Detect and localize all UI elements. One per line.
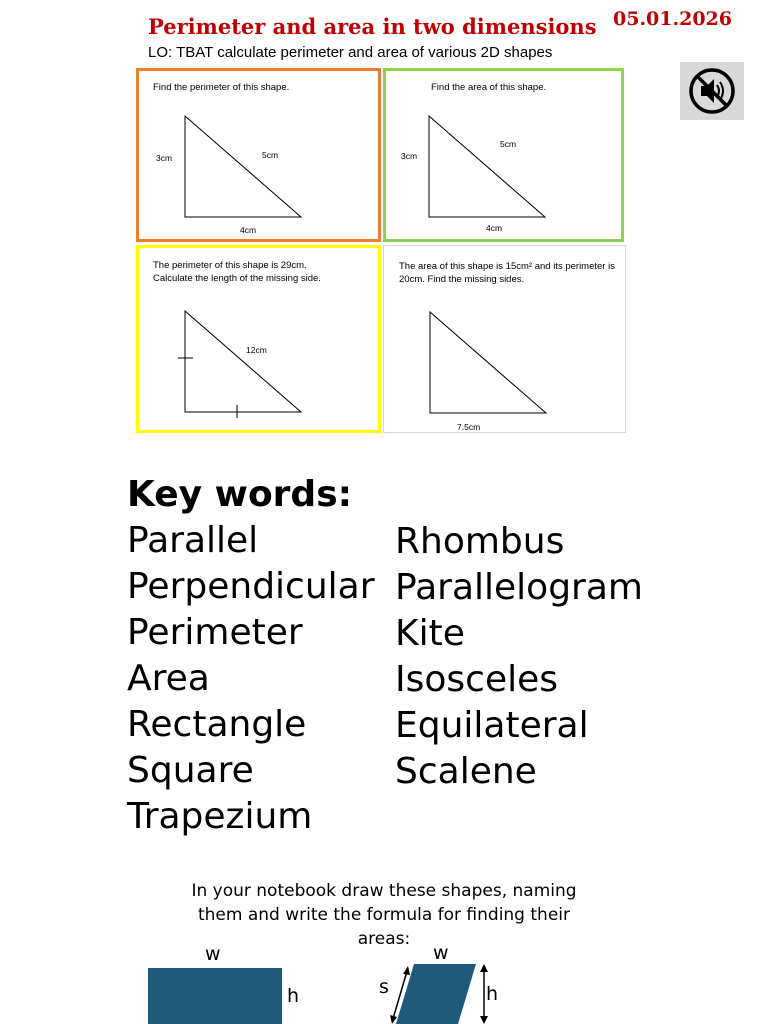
side-label: 12cm: [246, 345, 267, 355]
side-label: 5cm: [262, 150, 279, 160]
triangle-diagram: [384, 246, 624, 430]
triangle-diagram: [386, 71, 622, 241]
date: 05.01.2026: [613, 8, 732, 30]
keyword: Area: [127, 658, 210, 699]
keyword: Rhombus: [395, 521, 565, 562]
keyword: Parallel: [127, 520, 259, 561]
keyword: Scalene: [395, 751, 537, 792]
keyword: Perimeter: [127, 612, 303, 653]
learning-objective: LO: TBAT calculate perimeter and area of various 2D shapes: [148, 44, 553, 61]
triangle-diagram: [139, 71, 379, 241]
keywords-column-1: [127, 518, 375, 840]
side-label: 4cm: [240, 225, 257, 235]
keywords-heading: Key words:: [127, 474, 353, 515]
rectangle-shape: [148, 968, 282, 1024]
parallelogram-diagram: [388, 962, 498, 1024]
side-label: 5cm: [500, 139, 517, 149]
triangle-diagram: [139, 248, 379, 432]
side-label: 3cm: [401, 151, 418, 161]
keyword: Perpendicular: [127, 566, 375, 607]
parallelogram-side-label: s: [379, 976, 389, 998]
question-panel-missing-sides: [383, 245, 626, 433]
keyword: Trapezium: [127, 796, 313, 837]
side-label: 7.5cm: [457, 422, 481, 432]
speaker-muted-icon: [687, 66, 737, 116]
rectangle-width-label: w: [205, 943, 221, 965]
instructions: In your notebook draw these shapes, naming them and write the formula for finding their areas:: [191, 881, 577, 949]
question-text: The area of this shape is 15cm² and its perimeter is 20cm. Find the missing sides.: [399, 261, 615, 285]
slide-title: Perimeter and area in two dimensions: [148, 14, 597, 39]
mute-button[interactable]: [680, 62, 744, 120]
keyword: Kite: [395, 613, 465, 654]
question-text: Find the area of this shape.: [431, 82, 547, 93]
side-label: 3cm: [156, 153, 173, 163]
keyword: Equilateral: [395, 705, 589, 746]
rectangle-height-label: h: [287, 985, 300, 1007]
keyword: Parallelogram: [395, 567, 643, 608]
question-panel-missing-side: [136, 245, 381, 433]
question-panel-area: [383, 68, 624, 242]
question-text: The perimeter of this shape is 29cm. Calculate the length of the missing side.: [153, 260, 321, 284]
keyword: Isosceles: [395, 659, 559, 700]
question-text: Find the perimeter of this shape.: [153, 82, 290, 93]
side-label: 4cm: [486, 223, 503, 233]
keyword: Square: [127, 750, 254, 791]
parallelogram-width-label: w: [433, 942, 449, 964]
keyword: Rectangle: [127, 704, 307, 745]
keywords-column-2: [395, 519, 643, 795]
parallelogram-height-label: h: [486, 983, 499, 1005]
question-panel-perimeter: [136, 68, 381, 242]
